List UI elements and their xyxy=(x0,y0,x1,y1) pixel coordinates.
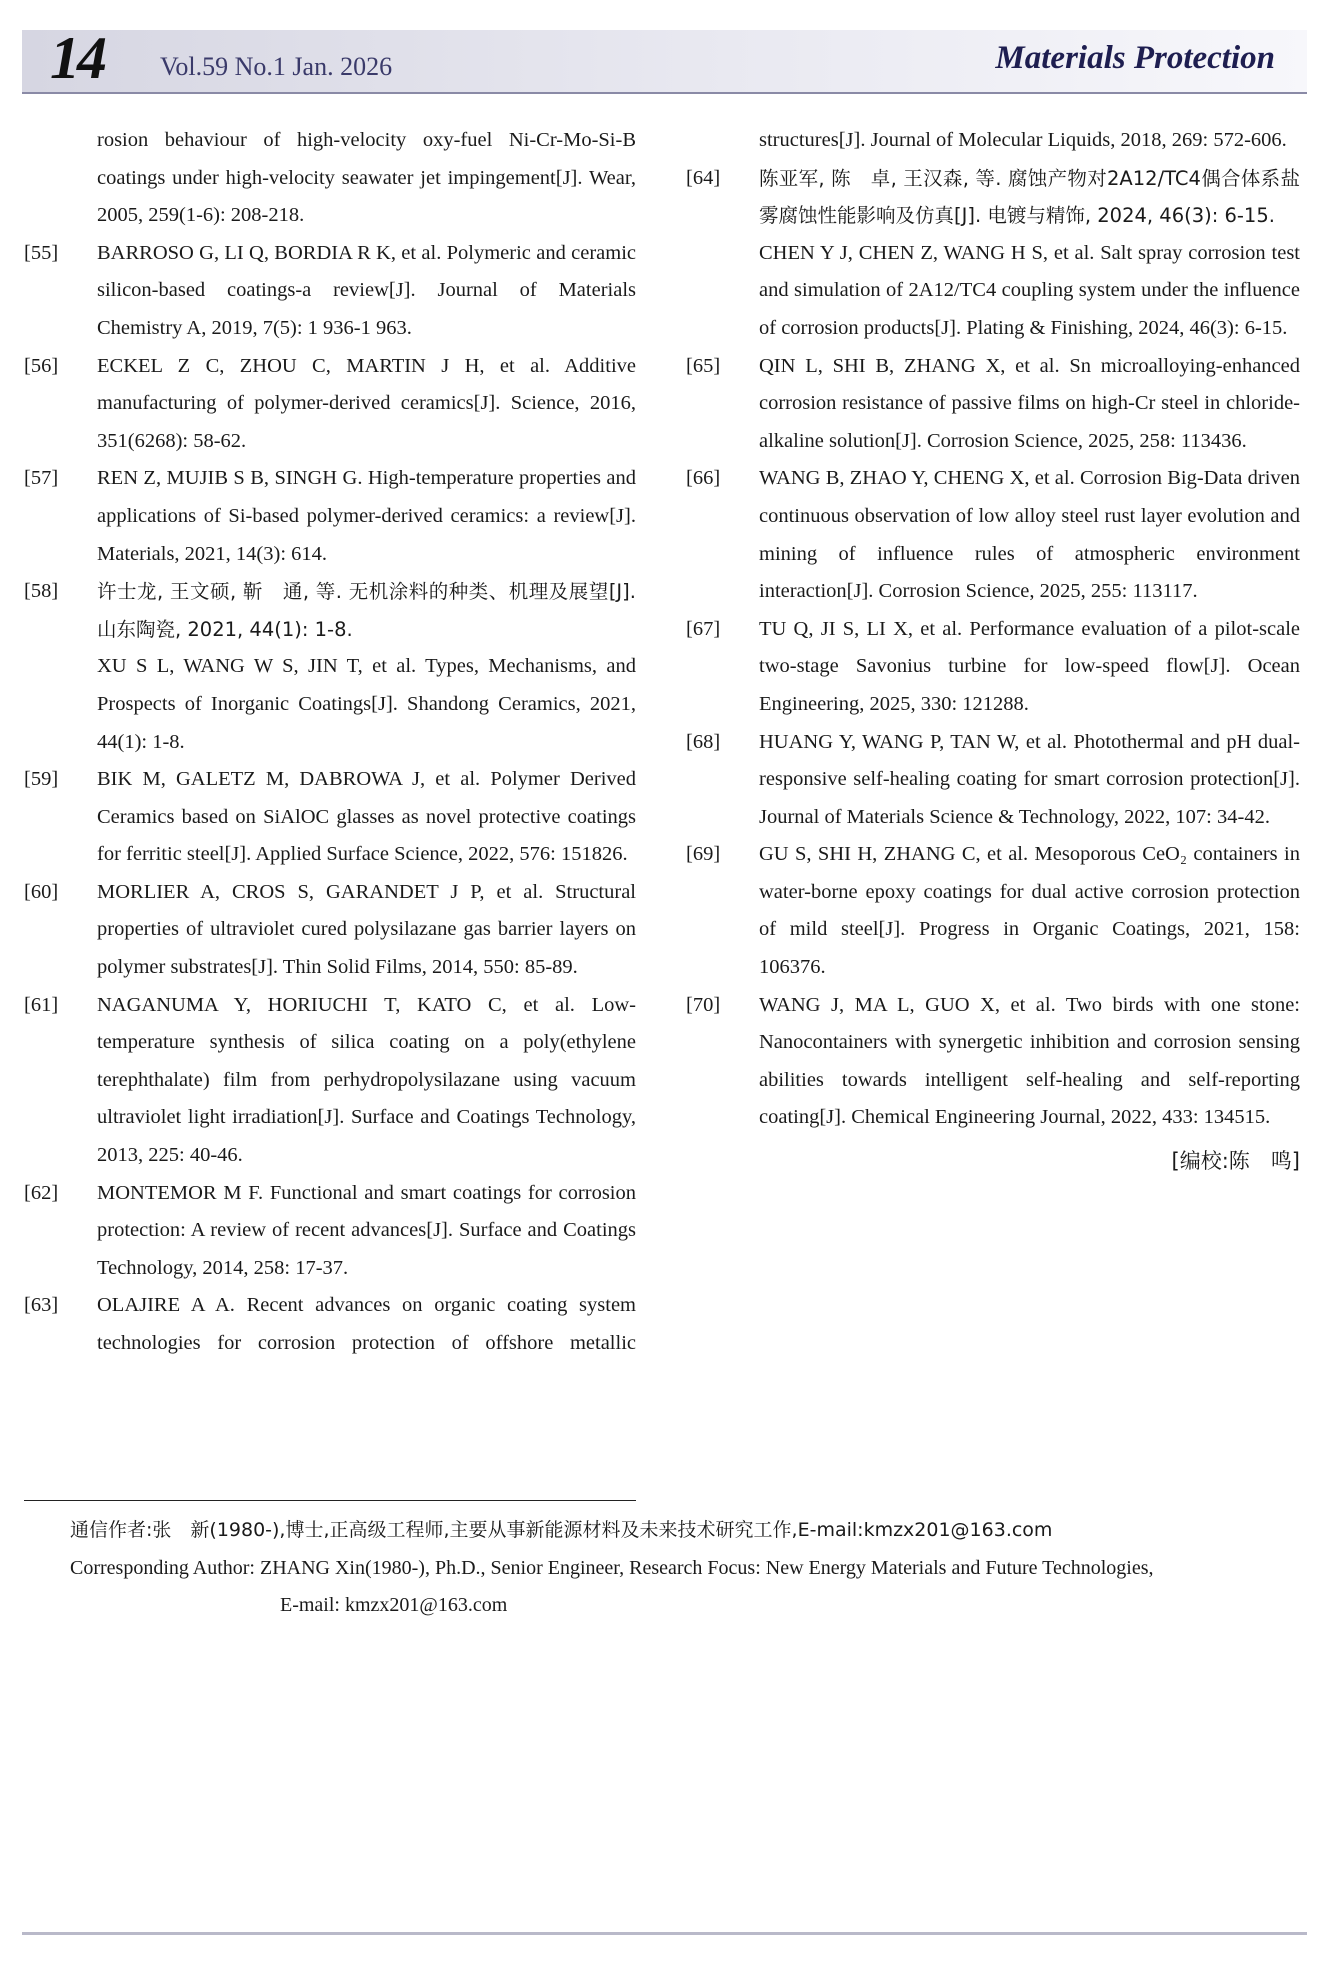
reference-number: [62] xyxy=(24,1181,59,1204)
reference-number: [68] xyxy=(686,730,721,753)
reference-number: [57] xyxy=(24,467,59,490)
reference-text: MONTEMOR M F. Functional and smart coatings for corrosion protection: A review of recent advances[J]. Surface and Coatings Technology, 2014, 258: 17-37. xyxy=(97,1181,636,1279)
editor-note: [编校:陈 鸣] xyxy=(1171,1149,1300,1174)
reference-number: [58] xyxy=(24,580,59,603)
reference-67 xyxy=(686,611,1300,724)
reference-number: [55] xyxy=(24,241,59,264)
footnote-divider xyxy=(24,1500,636,1501)
corresponding-author-english: Corresponding Author: ZHANG Xin(1980-), Ph.D., Senior Engineer, Research Focus: New Energy Materials and Future Technologies, xyxy=(70,1557,1154,1579)
reference-56 xyxy=(24,348,636,461)
reference-text-english: XU S L, WANG W S, JIN T, et al. Types, Mechanisms, and Prospects of Inorganic Coatings[J]. Shandong Ceramics, 2021, 44(1): 1-8. xyxy=(97,655,636,753)
reference-59 xyxy=(24,761,636,874)
bottom-rule xyxy=(22,1932,1307,1935)
reference-continuation: structures[J]. Journal of Molecular Liquids, 2018, 269: 572-606. xyxy=(759,129,1287,151)
reference-55 xyxy=(24,235,636,348)
reference-text-chinese: 陈亚军, 陈 卓, 王汉森, 等. 腐蚀产物对2A12/TC4偶合体系盐雾腐蚀性能影响及仿真[J]. 电镀与精饰, 2024, 46(3): 6-15. xyxy=(759,166,1300,228)
reference-number: [56] xyxy=(24,354,59,377)
reference-text: WANG J, MA L, GUO X, et al. Two birds with one stone: Nanocontainers with synergetic inhibition and corrosion sensing abilities towards intelligent self-healing and self-reporting coating[J]. Chemical Engineering Journal, 2022, 433: 134515. xyxy=(759,993,1300,1129)
reference-65 xyxy=(686,348,1300,461)
reference-text-chinese: 许士龙, 王文硕, 靳 通, 等. 无机涂料的种类、机理及展望[J]. 山东陶瓷, 2021, 44(1): 1-8. xyxy=(97,580,636,641)
reference-60 xyxy=(24,874,636,987)
reference-number: [63] xyxy=(24,1294,59,1317)
reference-text: GU S, SHI H, ZHANG C, et al. Mesoporous CeO₂ containers in water-borne epoxy coatings for dual active corrosion protection of mild steel[J]. Progress in Organic Coatings, 2021, 158: 106376. xyxy=(759,843,1300,979)
reference-58 xyxy=(24,573,636,761)
corresponding-author-email: E-mail: kmzx201@163.com xyxy=(280,1594,508,1616)
corresponding-author-chinese: 通信作者:张 新(1980-),博士,正高级工程师,主要从事新能源材料及未来技术研究工作,E-mail:kmzx201@163.com xyxy=(70,1519,1053,1541)
reference-text: BIK M, GALETZ M, DABROWA J, et al. Polymer Derived Ceramics based on SiAlOC glasses as novel protective coatings for ferritic steel[J]. Applied Surface Science, 2022, 576: 151826. xyxy=(97,768,636,866)
right-column xyxy=(686,122,1300,1181)
reference-text: NAGANUMA Y, HORIUCHI T, KATO C, et al. Low-temperature synthesis of silica coating on a poly(ethylene terephthalate) film from perhydropolysilazane using vacuum ultraviolet light irradiation[J]. Surface and Coatings Technology, 2013, 225: 40-46. xyxy=(97,993,636,1167)
reference-number: [64] xyxy=(686,166,721,189)
reference-57 xyxy=(24,460,636,573)
reference-continuation: rosion behaviour of high-velocity oxy-fuel Ni-Cr-Mo-Si-B coatings under high-velocity seawater jet impingement[J]. Wear, 2005, 259(1-6): 208-218. xyxy=(97,129,636,227)
reference-68 xyxy=(686,724,1300,837)
issue-info: Vol.59 No.1 Jan. 2026 xyxy=(160,52,393,81)
reference-text: MORLIER A, CROS S, GARANDET J P, et al. Structural properties of ultraviolet cured polysilazane gas barrier layers on polymer substrates[J]. Thin Solid Films, 2014, 550: 85-89. xyxy=(97,880,636,979)
reference-63 xyxy=(24,1287,636,1362)
reference-number: [65] xyxy=(686,354,721,377)
reference-text: BARROSO G, LI Q, BORDIA R K, et al. Polymeric and ceramic silicon-based coatings-a review[J]. Journal of Materials Chemistry A, 2019, 7(5): 1 936-1 963. xyxy=(97,241,636,339)
reference-64 xyxy=(686,160,1300,348)
reference-number: [66] xyxy=(686,467,721,490)
reference-number: [61] xyxy=(24,993,59,1016)
reference-62 xyxy=(24,1175,636,1288)
journal-name: Materials Protection xyxy=(995,40,1275,76)
reference-text: REN Z, MUJIB S B, SINGH G. High-temperature properties and applications of Si-based polymer-derived ceramics: a review[J]. Materials, 2021, 14(3): 614. xyxy=(97,467,636,565)
page-number: 14 xyxy=(50,25,104,91)
reference-text: WANG B, ZHAO Y, CHENG X, et al. Corrosion Big-Data driven continuous observation of low alloy steel rust layer evolution and mining of influence rules of atmospheric environment interaction[J]. Corrosion Science, 2025, 255: 113117. xyxy=(759,467,1300,603)
reference-70 xyxy=(686,987,1300,1137)
reference-number: [59] xyxy=(24,768,59,791)
reference-text: HUANG Y, WANG P, TAN W, et al. Photothermal and pH dual-responsive self-healing coating for smart corrosion protection[J]. Journal of Materials Science & Technology, 2022, 107: 34-42. xyxy=(759,730,1300,828)
reference-text: ECKEL Z C, ZHOU C, MARTIN J H, et al. Additive manufacturing of polymer-derived ceramics[J]. Science, 2016, 351(6268): 58-62. xyxy=(97,354,636,452)
reference-text-english: CHEN Y J, CHEN Z, WANG H S, et al. Salt spray corrosion test and simulation of 2A12/TC4 coupling system under the influence of corrosion products[J]. Plating & Finishing, 2024, 46(3): 6-15. xyxy=(759,241,1300,339)
reference-66 xyxy=(686,460,1300,610)
reference-number: [67] xyxy=(686,617,721,640)
reference-text: TU Q, JI S, LI X, et al. Performance evaluation of a pilot-scale two-stage Savonius turbine for low-speed flow[J]. Ocean Engineering, 2025, 330: 121288. xyxy=(759,617,1300,715)
reference-69 xyxy=(686,836,1300,986)
reference-text: OLAJIRE A A. Recent advances on organic coating system technologies for corrosion protection of offshore metallic xyxy=(97,1294,636,1354)
reference-61 xyxy=(24,987,636,1175)
reference-number: [70] xyxy=(686,993,721,1016)
reference-text: QIN L, SHI B, ZHANG X, et al. Sn microalloying-enhanced corrosion resistance of passive films on high-Cr steel in chloride-alkaline solution[J]. Corrosion Science, 2025, 258: 113436. xyxy=(759,354,1300,452)
left-column xyxy=(24,122,636,1363)
reference-number: [69] xyxy=(686,843,721,866)
reference-number: [60] xyxy=(24,880,59,903)
